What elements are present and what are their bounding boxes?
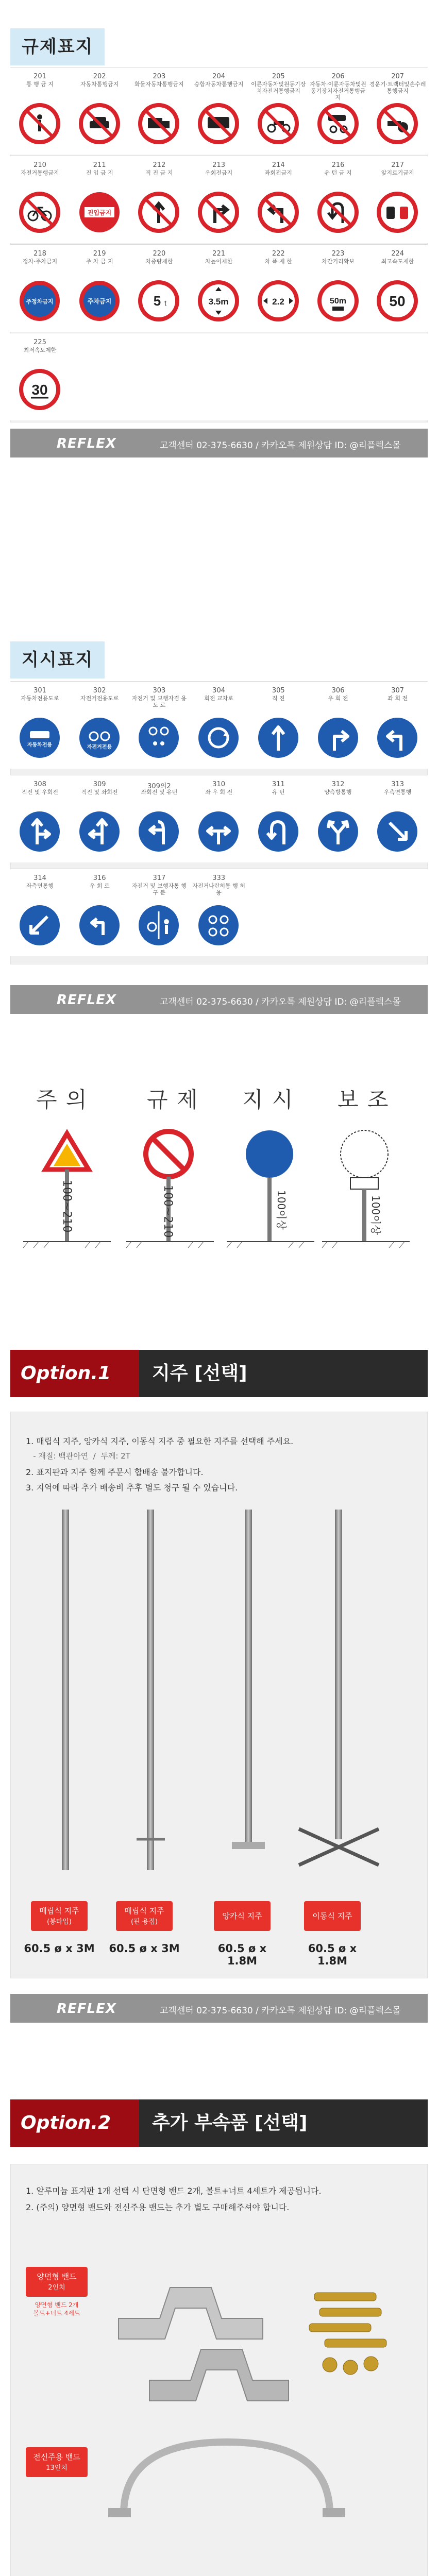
sign-number: 213 — [212, 161, 225, 169]
accessory-option-tag[interactable] — [26, 2267, 88, 2297]
regulatory-sign-no-bus — [189, 67, 248, 155]
regulatory-row — [10, 244, 428, 332]
regulatory-sign-no-entry-person — [10, 67, 70, 155]
svg-text:진입금지: 진입금지 — [87, 209, 111, 216]
accessory-desc: 양면형 밴드 2개 볼트+너트 4세트 — [33, 2301, 80, 2317]
directional-sign-left-right — [189, 775, 248, 863]
option1-note: - 재질: 백관아연 / 두께: 2T — [26, 1451, 130, 1461]
sign-number: 219 — [93, 250, 106, 258]
sign-number: 223 — [331, 250, 345, 258]
sign-number: 311 — [272, 781, 285, 788]
sign-name: 자동차전용도로 — [21, 695, 59, 702]
sign-no-car-icon — [78, 103, 121, 145]
sign-name: 좌회전금지 — [264, 170, 292, 176]
regulatory-sign-no-tractor — [368, 67, 427, 155]
sign-height-icon — [197, 280, 240, 322]
directional-row — [10, 869, 428, 956]
dim-directional: 100이상 — [275, 1190, 288, 1230]
pole-tag-sub: (봉타입) — [47, 1918, 72, 1926]
svg-text:자전거전용: 자전거전용 — [87, 744, 112, 750]
sign-number: 307 — [391, 687, 405, 694]
sign-no-car-moto-icon — [317, 103, 359, 145]
sign-number: 220 — [153, 250, 166, 258]
sign-name: 직진 및 우회전 — [22, 789, 58, 795]
regulatory-title: 규제표지 — [10, 28, 105, 65]
sign-name: 좌측면통행 — [26, 883, 54, 889]
sign-name: 이륜자동차및원동기장치자전거통행금지 — [251, 81, 306, 94]
sign-bicycle-icon — [78, 717, 121, 759]
option1-note: 3. 지역에 따라 추가 배송비 추후 별도 청구 될 수 있습니다. — [26, 1483, 238, 1493]
sign-name: 좌 우 회 전 — [205, 789, 233, 795]
accessory-tag-label: 양면형 밴드 — [37, 2272, 77, 2281]
sign-name: 유 턴 — [272, 789, 285, 795]
footer-bar — [10, 1994, 428, 2023]
sign-number: 221 — [212, 250, 225, 258]
directional-row — [10, 775, 428, 862]
regulatory-sign-no-left — [249, 156, 308, 244]
footer-bar — [10, 429, 428, 457]
directional-sign-straight — [249, 682, 308, 769]
pole-spec: 60.5 ø x 3M — [109, 1942, 180, 1955]
sign-left-right-icon — [197, 810, 240, 853]
dim-regulatory: 100~210 — [161, 1185, 174, 1238]
sign-name: 차 폭 제 한 — [264, 258, 292, 265]
svg-text:3.5m: 3.5m — [208, 297, 229, 307]
pole-tag-label: 앙카식 지주 — [222, 1911, 262, 1921]
regulatory-sign-no-motorcycle — [249, 67, 308, 155]
label-caution: 주 의 — [36, 1087, 88, 1112]
sign-number: 214 — [272, 161, 285, 169]
sign-name: 회전 교차로 — [204, 695, 233, 702]
pole-option-tag[interactable] — [116, 1901, 173, 1931]
svg-text:30: 30 — [31, 382, 48, 398]
regulatory-sign-no-truck — [129, 67, 189, 155]
regulatory-sign-no-straight — [129, 156, 189, 244]
option1-title: 지주 [선택] — [152, 1363, 247, 1384]
sign-number: 201 — [33, 73, 46, 80]
sign-number: 310 — [212, 781, 225, 788]
directional-sign-bicycle — [70, 682, 129, 769]
sign-number: 302 — [93, 687, 106, 694]
pole-tag-label: 이동식 지주 — [312, 1911, 352, 1921]
regulatory-row — [10, 67, 428, 155]
sign-name: 화물자동차통행금지 — [134, 81, 184, 88]
sign-no-overtake-icon — [376, 191, 418, 233]
regulatory-sign-no-right — [189, 156, 248, 244]
regulatory-sign-no-stop — [10, 245, 70, 332]
pole-option-tag[interactable] — [214, 1901, 271, 1931]
option2-note: 1. 알루미늄 표지판 1개 선택 시 단면형 밴드 2개, 볼트+너트 4세트가 제공됩니다. — [26, 2186, 322, 2196]
directional-sign-uturn — [249, 775, 308, 863]
directional-sign-bike-ped — [129, 682, 189, 769]
sign-name: 우회전금지 — [205, 170, 233, 176]
sign-no-truck-icon — [138, 103, 180, 145]
sign-name: 차간거리확보 — [322, 258, 355, 265]
sign-bike-side-icon — [197, 904, 240, 946]
svg-text:50: 50 — [389, 293, 406, 309]
sign-no-entry-icon — [78, 191, 121, 233]
sign-uturn-icon — [257, 810, 299, 853]
accessory-tag-sub: 13인치 — [46, 2464, 68, 2472]
contact-text: 고객센터 02-375-6630 / 카카오톡 제원상담 ID: @리플렉스몰 — [160, 2006, 401, 2016]
directional-sign-motorway — [10, 682, 70, 769]
regulatory-sign-no-car-moto — [309, 67, 368, 155]
directional-title: 지시표지 — [10, 641, 105, 679]
regulatory-sign-speed30 — [10, 333, 70, 421]
sign-number: 211 — [93, 161, 106, 169]
sign-left-icon — [376, 717, 418, 759]
sign-no-straight-icon — [138, 191, 180, 233]
option1-label: Option.1 — [21, 1363, 111, 1384]
sign-name: 직 진 — [272, 695, 285, 702]
sign-no-stop-icon — [19, 280, 61, 322]
pole-spec: 60.5 ø x 1.8M — [217, 1942, 267, 1967]
directional-sign-right — [309, 682, 368, 769]
sign-roundabout-icon — [197, 717, 240, 759]
sign-weight-icon — [138, 280, 180, 322]
sign-bike-ped-icon — [138, 717, 180, 759]
directional-row — [10, 681, 428, 769]
sign-name: 최고속도제한 — [381, 258, 414, 265]
brand-logo: REFLEX — [57, 436, 116, 451]
directional-sign-straight-left — [70, 775, 129, 863]
option2-header — [10, 2099, 428, 2147]
sign-straight-icon — [257, 717, 299, 759]
svg-text:50m: 50m — [329, 297, 346, 306]
sign-straight-right-icon — [19, 810, 61, 853]
sign-no-uturn-icon — [317, 191, 359, 233]
directional-sign-straight-right — [10, 775, 70, 863]
sign-no-parking-icon — [78, 280, 121, 322]
sign-number: 217 — [391, 161, 405, 169]
regulatory-sign-no-entry — [70, 156, 129, 244]
sign-name: 우측면통행 — [384, 789, 412, 795]
sign-name: 좌 회 전 — [388, 695, 408, 702]
sign-no-entry-person-icon — [19, 103, 61, 145]
svg-text:5: 5 — [154, 293, 161, 309]
directional-sign-detour — [70, 869, 129, 957]
regulatory-sign-width — [249, 245, 308, 332]
sign-number: 317 — [153, 874, 166, 882]
pole-spec: 60.5 ø x 3M — [24, 1942, 95, 1955]
option1-note: 1. 매립식 지주, 앙카식 지주, 이동식 지주 중 필요한 지주를 선택해 주세요. — [26, 1436, 294, 1446]
contact-text: 고객센터 02-375-6630 / 카카오톡 제원상담 ID: @리플렉스몰 — [160, 997, 401, 1007]
sign-name: 유 턴 금 지 — [324, 170, 352, 176]
sign-no-tractor-icon — [376, 103, 418, 145]
sign-name: 정차·주차금지 — [22, 258, 58, 265]
sign-number: 305 — [272, 687, 285, 694]
sign-number: 204 — [212, 73, 225, 80]
svg-text:t: t — [164, 299, 167, 307]
directional-circle — [246, 1130, 293, 1178]
sign-number: 303 — [153, 687, 166, 694]
option2-title: 추가 부속품 [선택] — [152, 2112, 308, 2133]
poles-illustration — [10, 1510, 428, 1911]
accessory-option-tag[interactable] — [26, 2447, 88, 2477]
sign-name: 자전거전용도로 — [80, 695, 119, 702]
pole-option-tag[interactable] — [304, 1901, 361, 1931]
sign-name: 자전거 및 보행자통 행 구 분 — [131, 883, 187, 896]
sign-keep-right-icon — [376, 810, 418, 853]
svg-text:주차금지: 주차금지 — [87, 298, 111, 305]
sign-no-bicycle-icon — [19, 191, 61, 233]
sign-no-motorcycle-icon — [257, 103, 299, 145]
regulatory-row — [10, 333, 428, 420]
regulatory-sign-speed50 — [368, 245, 427, 332]
sign-number: 306 — [331, 687, 345, 694]
sign-no-left-icon — [257, 191, 299, 233]
sign-name: 자동차통행금지 — [80, 81, 119, 88]
sign-number: 210 — [33, 161, 46, 169]
sign-name: 진 입 금 지 — [86, 170, 113, 176]
pole-option-tag[interactable] — [31, 1901, 88, 1931]
sign-straight-left-icon — [78, 810, 121, 853]
sign-distance-icon — [317, 280, 359, 322]
sign-detour-icon — [78, 904, 121, 946]
sign-number: 304 — [212, 687, 225, 694]
sign-number: 203 — [153, 73, 166, 80]
regulatory-sign-height — [189, 245, 248, 332]
sign-name: 직 진 금 지 — [145, 170, 173, 176]
sign-name: 앞지르기금지 — [381, 170, 414, 176]
sign-number: 308 — [33, 781, 46, 788]
sign-number: 207 — [391, 73, 405, 80]
svg-text:주정차금지: 주정차금지 — [26, 299, 54, 305]
label-directional: 지 시 — [242, 1087, 294, 1112]
directional-sign-keep-left — [10, 869, 70, 957]
label-regulatory: 규 제 — [147, 1087, 199, 1112]
sign-name: 자전거통행금지 — [21, 170, 59, 176]
sign-no-bus-icon — [197, 103, 240, 145]
sign-number: 309 — [93, 781, 106, 788]
sign-left-uturn-icon — [138, 810, 180, 853]
sign-name: 자동차·이륜자동차및원동기장치자전거통행금지 — [310, 81, 366, 101]
sign-motorway-icon — [19, 717, 61, 759]
sign-keep-left-icon — [19, 904, 61, 946]
sign-bike-ped-split-icon — [138, 904, 180, 946]
svg-text:2.2: 2.2 — [272, 297, 284, 307]
sign-number: 218 — [33, 250, 46, 258]
sign-width-icon — [257, 280, 299, 322]
directional-sign-left-uturn — [129, 775, 189, 863]
option2-label: Option.2 — [21, 2112, 111, 2133]
directional-sign-bike-side — [189, 869, 248, 957]
sign-both-sides-icon — [317, 810, 359, 853]
sign-name: 차중량제한 — [145, 258, 173, 265]
accessory-tag-sub: 2인치 — [48, 2284, 65, 2292]
sign-number: 206 — [331, 73, 345, 80]
dim-caution: 100~210 — [60, 1180, 73, 1233]
pole-tag-sub: (핀 용접) — [131, 1918, 158, 1926]
footer-bar — [10, 985, 428, 1014]
sign-name: 승합자동차통행금지 — [194, 81, 244, 88]
sign-number: 225 — [33, 338, 46, 346]
sign-name: 경운기·트랙터및손수레통행금지 — [369, 81, 426, 94]
sign-number: 224 — [391, 250, 405, 258]
option1-note: 2. 표지판과 지주 함께 주문시 합배송 불가합니다. — [26, 1467, 204, 1477]
sign-number: 301 — [33, 687, 46, 694]
directional-sign-keep-right — [368, 775, 427, 863]
regulatory-sign-no-car — [70, 67, 129, 155]
option1-header — [10, 1350, 428, 1397]
regulatory-row — [10, 156, 428, 243]
sign-number: 216 — [331, 161, 345, 169]
contact-text: 고객센터 02-375-6630 / 카카오톡 제원상담 ID: @리플렉스몰 — [160, 440, 401, 451]
svg-text:자동차전용: 자동차전용 — [27, 742, 53, 748]
sign-number: 316 — [93, 874, 106, 882]
sign-name: 우 회 전 — [328, 695, 348, 702]
auxiliary-circle — [341, 1130, 388, 1178]
regulatory-sign-no-overtake — [368, 156, 427, 244]
sign-number: 333 — [212, 874, 225, 882]
label-auxiliary: 보 조 — [338, 1087, 390, 1112]
regulatory-sign-no-parking — [70, 245, 129, 332]
sign-speed30-icon — [19, 368, 61, 411]
sign-name: 자전거나란히통 행 허 용 — [192, 883, 245, 896]
sign-name: 최저속도제한 — [23, 347, 57, 353]
sign-number: 205 — [272, 73, 285, 80]
pole-tag-label: 매립식 지주 — [124, 1906, 164, 1916]
sign-number: 212 — [153, 161, 166, 169]
sign-name: 직진 및 좌회전 — [81, 789, 118, 795]
option2-note: 2. (주의) 양면형 밴드와 전신주용 밴드는 추가 별도 구매해주셔야 합니다. — [26, 2202, 290, 2212]
pole-tag-label: 매립식 지주 — [39, 1906, 79, 1916]
sign-name: 자전거 및 보행자겸 용 도 로 — [131, 695, 187, 708]
sign-speed50-icon — [376, 280, 418, 322]
sign-name: 주 차 금 지 — [86, 258, 113, 265]
sign-number: 222 — [272, 250, 285, 258]
brand-logo: REFLEX — [57, 992, 116, 1008]
brand-logo: REFLEX — [57, 2001, 116, 2016]
sign-name: 우 회 로 — [89, 883, 110, 889]
sign-number: 313 — [391, 781, 405, 788]
pole-spec: 60.5 ø x 1.8M — [308, 1942, 357, 1967]
sign-no-right-icon — [197, 191, 240, 233]
sign-number: 314 — [33, 874, 46, 882]
regulatory-sign-distance — [309, 245, 368, 332]
regulatory-sign-no-uturn — [309, 156, 368, 244]
regulatory-sign-no-bicycle — [10, 156, 70, 244]
sign-number: 309의2 — [147, 783, 171, 790]
sign-name: 좌회전 및 유턴 — [141, 789, 178, 795]
accessory-tag-label: 전신주용 밴드 — [33, 2452, 80, 2462]
sign-name: 양측방통행 — [324, 789, 352, 795]
directional-sign-left — [368, 682, 427, 769]
sign-name: 통 행 금 지 — [26, 81, 54, 88]
sign-number: 312 — [331, 781, 345, 788]
sign-number: 202 — [93, 73, 106, 80]
directional-sign-both-sides — [309, 775, 368, 863]
directional-sign-roundabout — [189, 682, 248, 769]
sign-name: 차높이제한 — [205, 258, 233, 265]
dim-auxiliary: 100이상 — [369, 1195, 382, 1235]
regulatory-sign-weight — [129, 245, 189, 332]
sign-right-icon — [317, 717, 359, 759]
directional-sign-bike-ped-split — [129, 869, 189, 957]
